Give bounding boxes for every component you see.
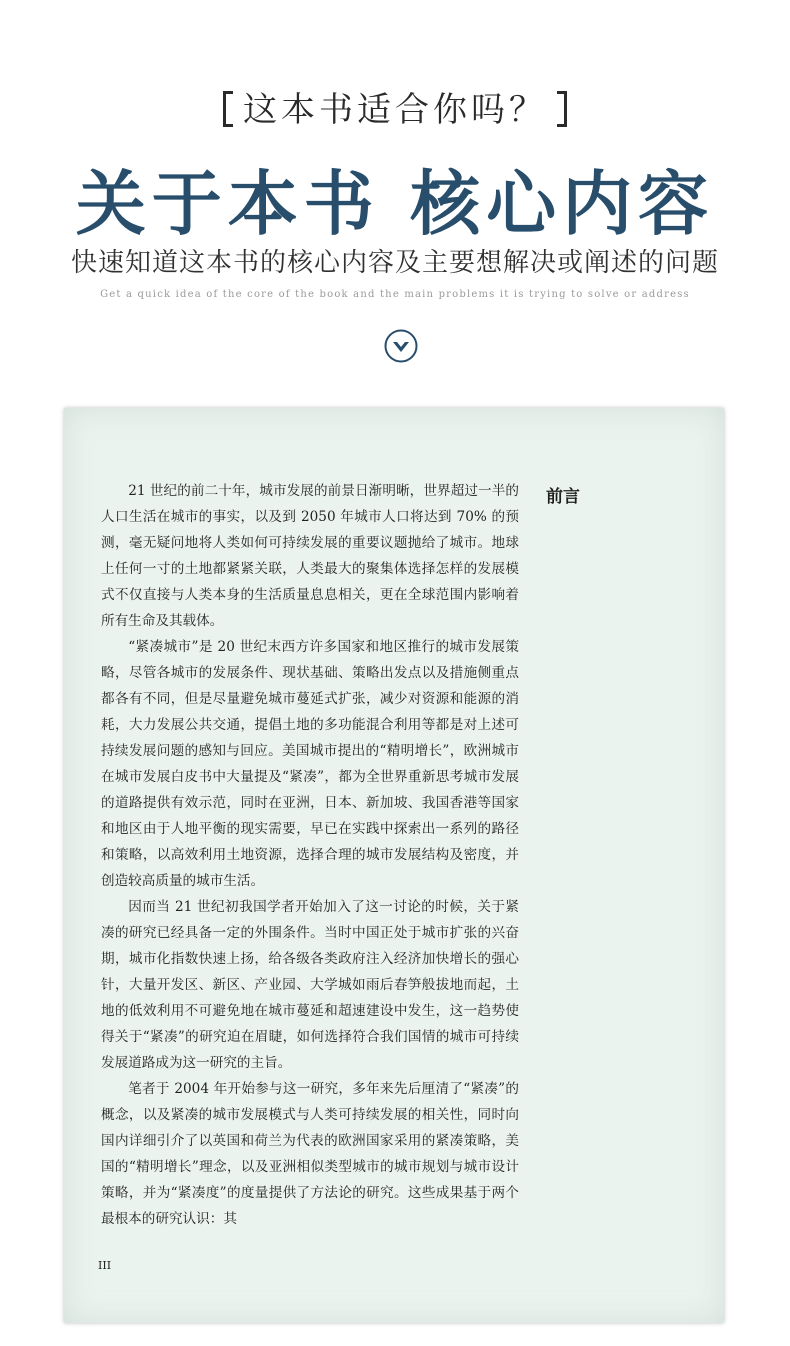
chevron-down-circle-icon	[384, 329, 418, 363]
paragraph: 笔者于 2004 年开始参与这一研究，多年来先后厘清了“紧凑”的概念，以及紧凑的城市发展模式与人类可持续发展的相关性，同时向国内详细引介了以英国和荷兰为代表的欧洲国家采用的紧凑策略，美国的“精明增长”理念，以及亚洲相似类型城市的城市规划与城市设计策略，并为“紧凑度”的度量提供了方法论的研究。这些成果基于两个最根本的研究认识：其	[101, 1081, 519, 1227]
section-subtitle: 快速知道这本书的核心内容及主要想解决或阐述的问题	[70, 248, 719, 278]
page-number: III	[98, 1259, 112, 1272]
right-bracket-decoration	[557, 91, 567, 127]
left-bracket-decoration	[223, 91, 233, 127]
paragraph: 因而当 21 世纪初我国学者开始加入了这一讨论的时候，关于紧凑的研究已经具备一定的外围条件。当时中国正处于城市扩张的兴奋期，城市化指数快速上扬，给各级各类政府注入经济加快增长的强心针，大量开发区、新区、产业园、大学城如雨后春笋般拔地而起，土地的低效利用不可避免地在城市蔓延和超速建设中发生，这一趋势使得关于“紧凑”的研究迫在眉睫，如何选择符合我们国情的城市可持续发展道路成为这一研究的主旨。	[101, 899, 519, 1071]
section-subtitle-english: Get a quick idea of the core of the book and the main problems it is trying to solve or address	[100, 289, 690, 300]
tagline-text: 这本书适合你吗？	[243, 90, 547, 130]
section-tagline	[0, 82, 790, 131]
paragraph: 21 世纪的前二十年，城市发展的前景日渐明晰，世界超过一半的人口生活在城市的事实，以及到 2050 年城市人口将达到 70% 的预测，毫无疑问地将人类如何可持续发展的重要议题抛给了城市。地球上任何一寸的土地都紧紧关联，人类最大的聚集体选择怎样的发展模式不仅直接与人类本身的生活质量息息相关，更在全球范围内影响着所有生命及其载体。	[101, 483, 519, 629]
page-body-text	[101, 478, 519, 1232]
book-page-photo	[64, 408, 724, 1323]
page-heading: 前言	[546, 487, 580, 507]
section-title: 关于本书 核心内容	[75, 162, 715, 245]
paragraph: “紧凑城市”是 20 世纪末西方许多国家和地区推行的城市发展策略，尽管各城市的发展条件、现状基础、策略出发点以及措施侧重点都各有不同，但是尽量避免城市蔓延式扩张，减少对资源和能源的消耗，大力发展公共交通，提倡土地的多功能混合利用等都是对上述可持续发展问题的感知与回应。美国城市提出的“精明增长”，欧洲城市在城市发展白皮书中大量提及“紧凑”，都为全世界重新思考城市发展的道路提供有效示范，同时在亚洲，日本、新加坡、我国香港等国家和地区由于人地平衡的现实需要，早已在实践中探索出一系列的路径和策略，以高效利用土地资源，选择合理的城市发展结构及密度，并创造较高质量的城市生活。	[101, 639, 519, 889]
